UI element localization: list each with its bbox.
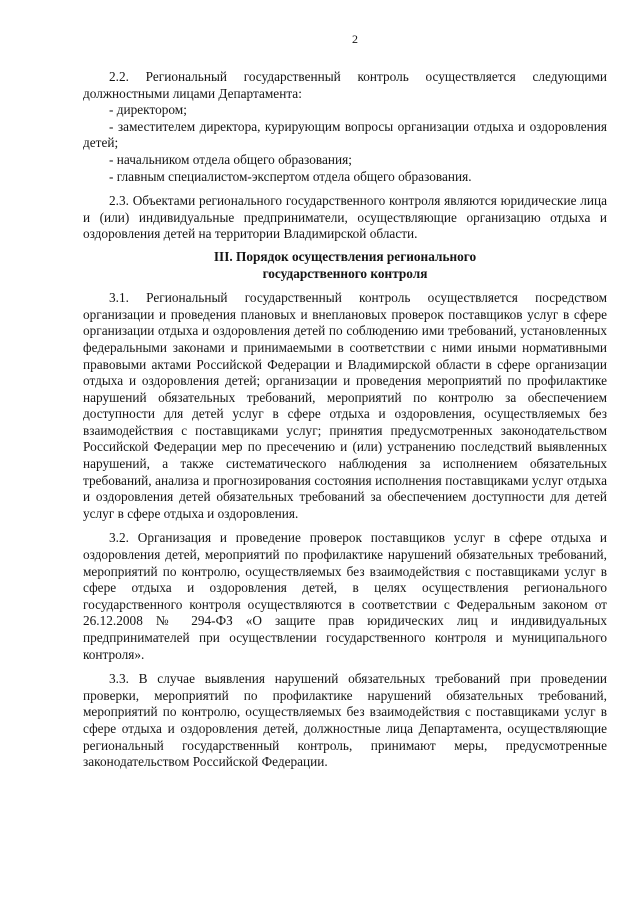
section-3-heading-line-2: государственного контроля xyxy=(262,265,428,281)
list-item-department-head: - начальником отдела общего образования; xyxy=(109,151,352,167)
paragraph-3-2: 3.2. Организация и проведение проверок поставщиков услуг в сфере отдыха и оздоровления детей, мероприятий по профилактике нарушений обязательных требований, мероприятий по контролю, осуществляемых без взаимодействия с поставщиками услуг в сфере отдыха и оздоровления детей, в целях осуществления регионального государственного контроля осуществляются в соответствии с Федеральным законом от 26.12.2008 № 294-ФЗ «О защите прав юридических лиц и индивидуальных предпринимателей при осуществлении государственного контроля и муниципального контроля». xyxy=(83,530,607,662)
list-item-director: - директором; xyxy=(109,102,187,118)
paragraph-2-3: 2.3. Объектами регионального государственного контроля являются юридические лица и (или) индивидуальные предприниматели, осуществляющие организацию отдыха и оздоровления детей на территории Владимирской области. xyxy=(83,193,607,242)
section-3-heading xyxy=(83,249,607,282)
page-number: 2 xyxy=(352,32,358,46)
list-item-chief-specialist: - главным специалистом-экспертом отдела общего образования. xyxy=(109,168,472,184)
list-item-deputy-director: - заместителем директора, курирующим вопросы организации отдыха и оздоровления детей; xyxy=(83,118,607,151)
paragraph-2-2-intro: 2.2. Региональный государственный контроль осуществляется следующими должностными лицами Департамента: xyxy=(83,69,607,101)
section-3-heading-line-1: III. Порядок осуществления регионального xyxy=(213,248,477,264)
paragraph-3-3: 3.3. В случае выявления нарушений обязательных требований при проведении проверки, мероприятий по профилактике нарушений обязательных требований, мероприятий по контролю, осуществляемых без взаимодействия с поставщиками услуг в сфере отдыха и оздоровления детей, должностные лица Департамента, осуществляющие региональный государственный контроль, принимают меры, предусмотренные законодательством Российской Федерации. xyxy=(83,671,607,770)
paragraph-3-1: 3.1. Региональный государственный контроль осуществляется посредством организации и проведения плановых и внеплановых проверок поставщиков услуг в сфере организации отдыха и оздоровления детей по соблюдению ими требований, установленных федеральными законами и принимаемыми в соответствии с ними иными нормативными правовыми актами Российской Федерации и Владимирской области в сфере организации отдыха и оздоровления детей; организации и проведения мероприятий по профилактике нарушений обязательных требований, мероприятий по контролю за обеспечением доступности для детей услуг в сфере отдыха и оздоровления, осуществляемых без взаимодействия с поставщиками услуг; принятия предусмотренных законодательством Российской Федерации мер по пресечению и (или) устранению последствий выявленных нарушений, а также систематического наблюдения за исполнением обязательных требований, анализа и прогнозирования состояния исполнения поставщиками услуг отдыха и оздоровления детей обязательных требований за обеспечением доступности для детей услуг в сфере отдыха и оздоровления. xyxy=(83,290,607,521)
